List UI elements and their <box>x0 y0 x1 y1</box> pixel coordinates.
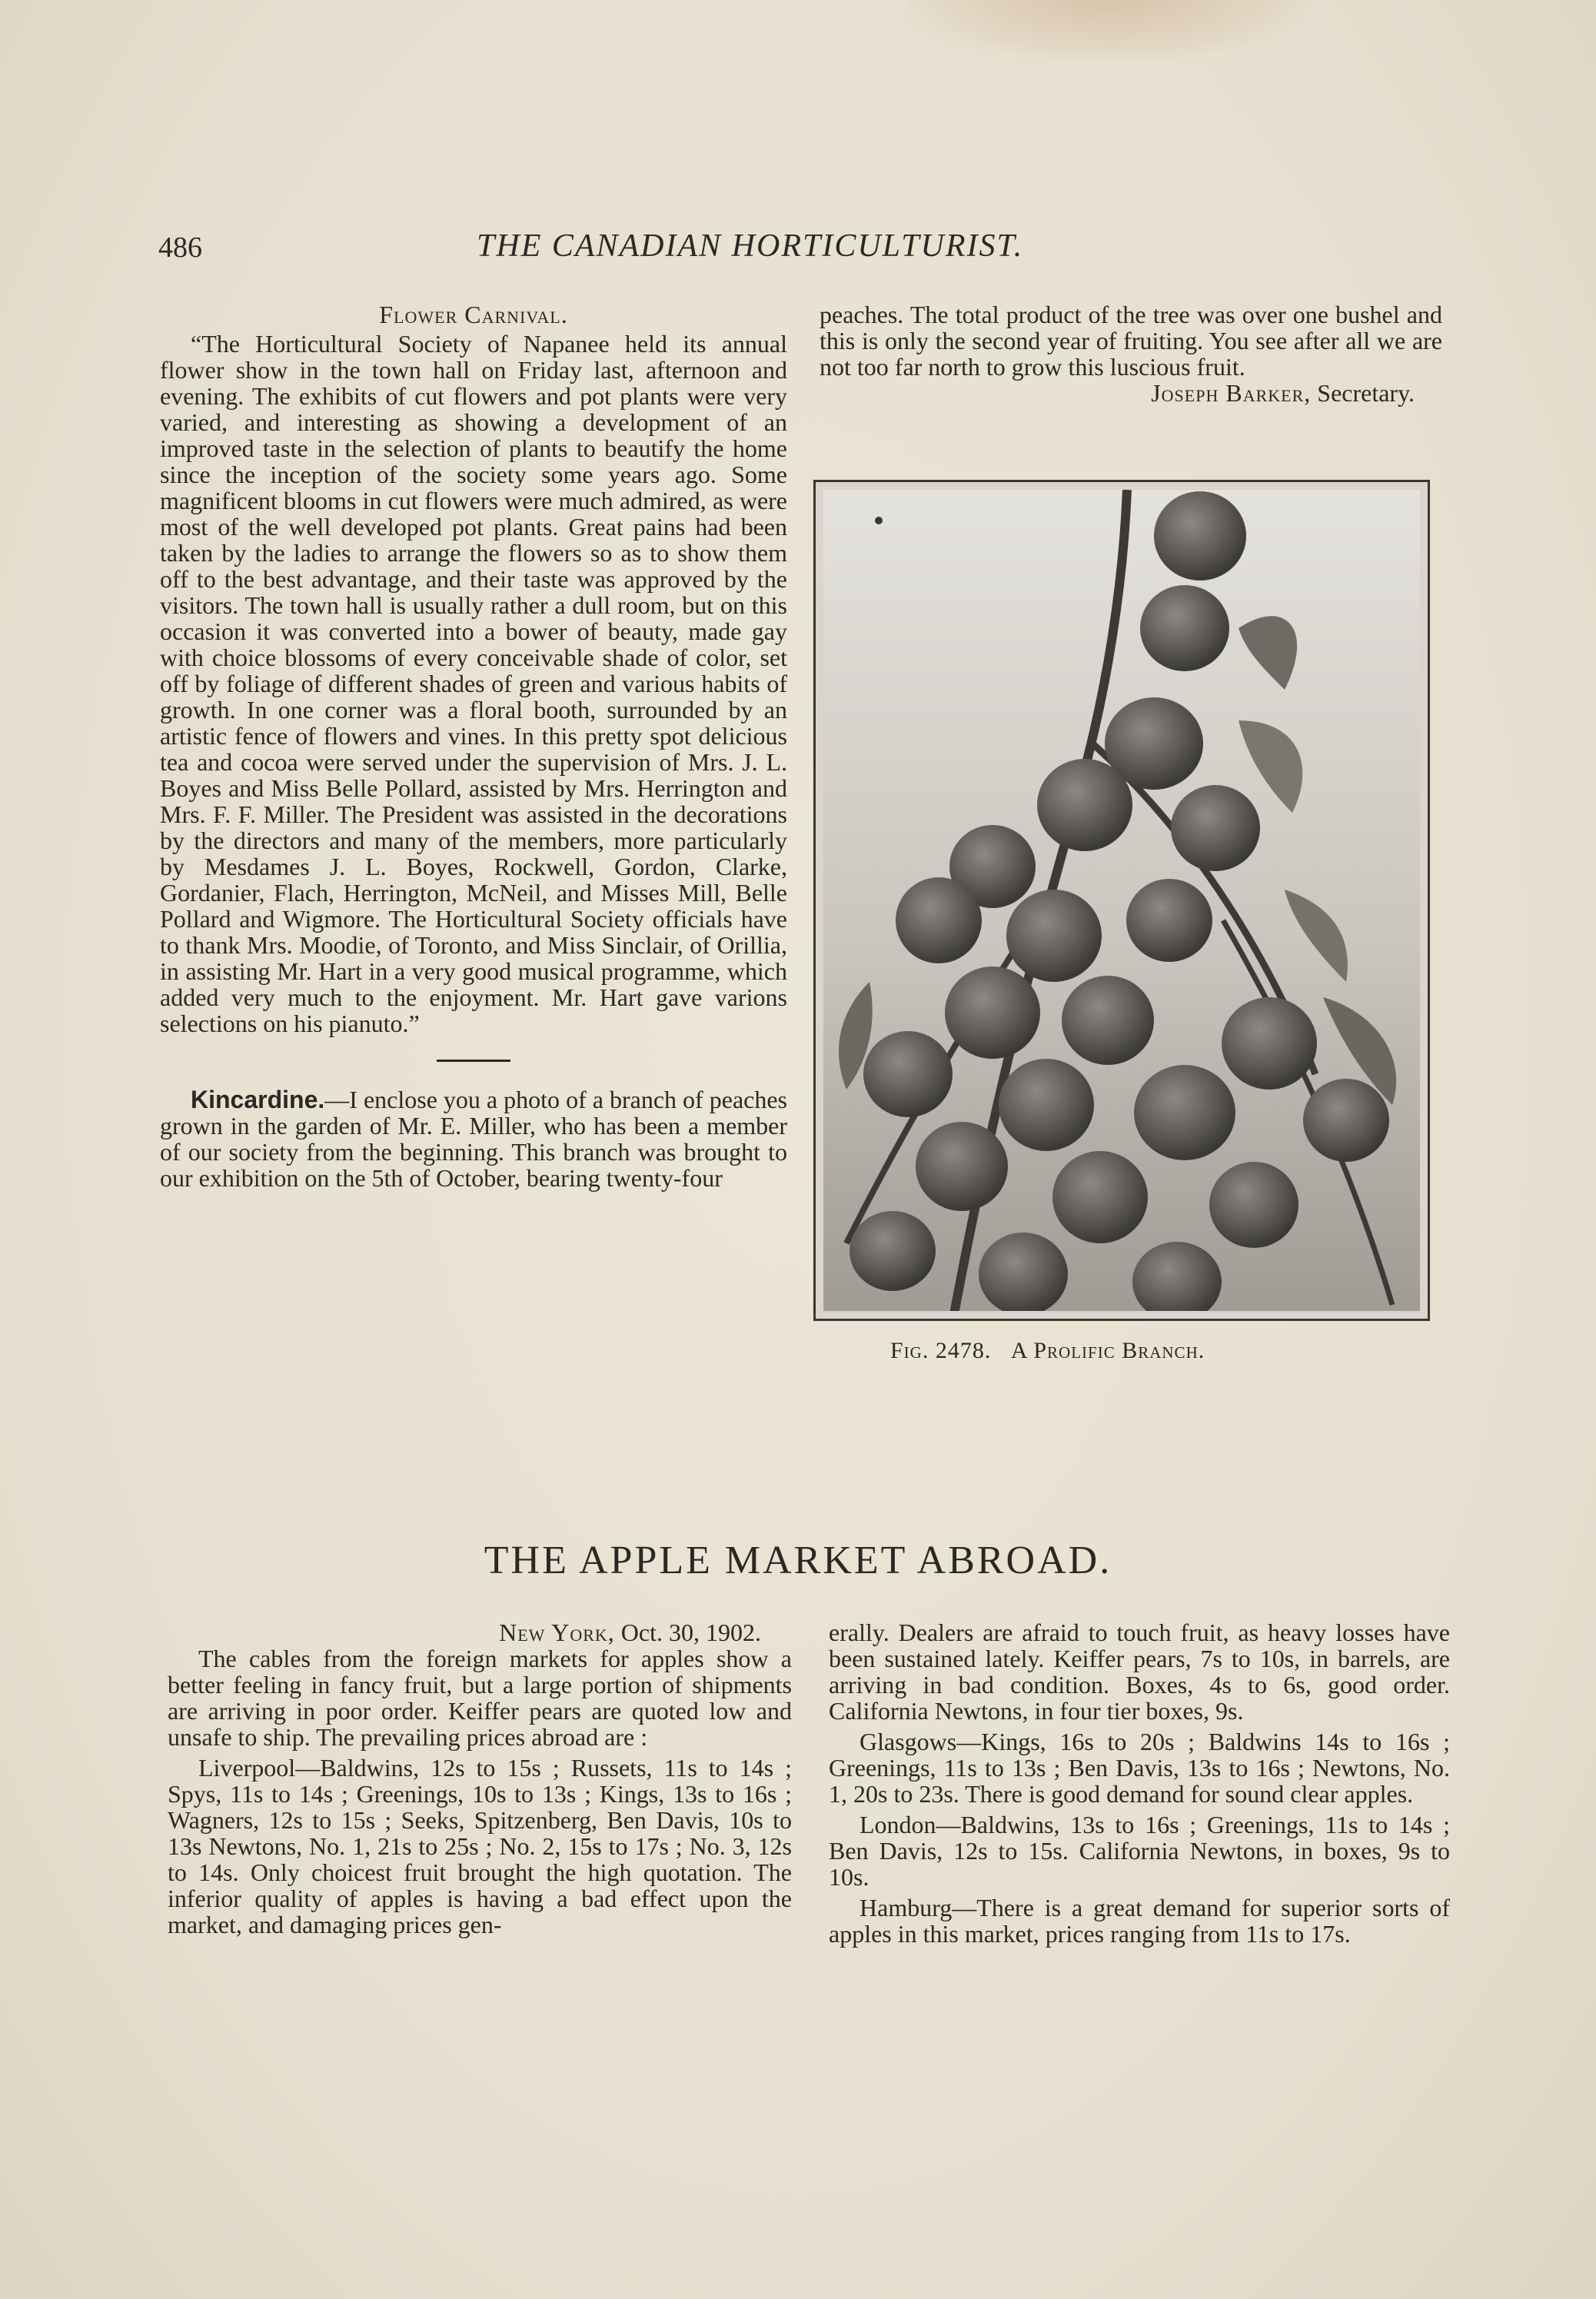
dateline-place: New York, <box>499 1619 615 1646</box>
water-stain <box>907 0 1307 62</box>
apple-market-title: THE APPLE MARKET ABROAD. <box>484 1539 1112 1582</box>
dateline <box>168 1619 792 1645</box>
signature <box>820 380 1442 406</box>
dealers-paragraph: erally. Dealers are afraid to touch fruit, as heavy losses have been sustained lately. Keiffer pears, 7s to 10s, in barrels, are arriving in bad condition. Boxes, 4s to 6s, good order. California Newtons, in four tier boxes, 9s. <box>829 1619 1450 1725</box>
running-head: THE CANADIAN HORTICULTURIST. <box>477 228 1024 264</box>
figure-title: A Prolific Branch. <box>1010 1338 1205 1363</box>
hamburg-prices: Hamburg—There is a great demand for superior sorts of apples in this market, prices ranging from 11s to 17s. <box>829 1894 1450 1948</box>
apple-market-intro: The cables from the foreign markets for apples show a better feeling in fancy fruit, but a large portion of shipments are arriving in poor order. Keiffer pears are quoted low and unsafe to ship. The prevailing prices abroad are : <box>168 1645 792 1751</box>
liverpool-prices: Liverpool—Baldwins, 12s to 15s ; Russets, 11s to 14s ; Spys, 11s to 14s ; Greenings, 10s to 13s ; Kings, 13s to 16s ; Wagners, 12s to 15s ; Seeks, Spitzenberg, Ben Davis, 10s to 13s Newtons, No. 1, 21s to 25s ; No. 2, 15s to 17s ; No. 3, 12s to 14s. Only choicest fruit brought the high quotation. The inferior quality of apples is having a bad effect upon the market, and damaging prices gen- <box>168 1754 792 1938</box>
apple-market-right-column <box>829 1619 1450 1947</box>
flower-carnival-text: “The Horticultural Society of Napanee held its annual flower show in the town hall on Friday last, afternoon and evening. The exhibits of cut flowers and pot plants were very varied, and interesting as showing a development of an improved taste in the selection of plants to beautify the home since the inception of the society some years ago. Some magnificent blooms in cut flowers were much admired, as were most of the well developed pot plants. Great pains had been taken by the ladies to arrange the flowers so as to show them off to the best advantage, and their taste was approved by the visitors. The town hall is usually rather a dull room, but on this occasion it was converted into a bower of beauty, made gay with choice blossoms of every conceivable shade of color, set off by foliage of different shades of green and various habits of growth. In one corner was a floral booth, surrounded by an artistic fence of flowers and vines. In this pretty spot delicious tea and cocoa were served under the supervision of Mrs. J. L. Boyes and Miss Belle Pollard, assisted by Mrs. Herrington and Mrs. F. F. Miller. The President was assisted in the decorations by the directors and many of the members, more particularly by Mesdames J. L. Boyes, Rockwell, Gordon, Clarke, Gordanier, Flach, Herrington, McNeil, and Misses Mill, Belle Pollard and Wigmore. The Horticultural Society officials have to thank Mrs. Moodie, of Toronto, and Miss Sinclair, of Orillia, in assisting Mr. Hart in a very good musical programme, which added very much to the enjoyment. Mr. Hart gave varions selections on his pianuto.” <box>160 330 787 1037</box>
photo-image <box>823 490 1420 1311</box>
flower-carnival-heading: Flower Carnival. <box>379 301 568 328</box>
figure-number: Fig. 2478. <box>890 1338 992 1363</box>
peach-branch-illustration <box>823 490 1420 1311</box>
right-column-top <box>820 301 1442 406</box>
barker-letter-text: peaches. The total product of the tree was over one bushel and this is only the second year of fruiting. You see after all we are not too far north to grow this luscious fruit. <box>820 301 1442 381</box>
signature-title: Secretary. <box>1311 379 1415 407</box>
apple-market-left-column <box>168 1619 792 1938</box>
left-column <box>160 301 787 1191</box>
page-number: 486 <box>158 231 202 264</box>
dateline-date: Oct. 30, 1902. <box>614 1619 761 1646</box>
peach-branch-photo <box>813 480 1430 1321</box>
kincardine-lead: Kincardine. <box>191 1086 325 1113</box>
signature-name: Joseph Barker, <box>1151 379 1312 407</box>
divider-rule <box>437 1060 510 1062</box>
kincardine-paragraph <box>160 1086 787 1191</box>
figure-caption <box>890 1338 1205 1364</box>
glasgow-prices: Glasgows—Kings, 16s to 20s ; Baldwins 14s to 16s ; Greenings, 11s to 13s ; Ben Davis, 13s to 16s ; Newtons, No. 1, 20s to 23s. There is good demand for sound clear apples. <box>829 1728 1450 1808</box>
london-prices: London—Baldwins, 13s to 16s ; Greenings, 11s to 14s ; Ben Davis, 12s to 15s. California Newtons, in boxes, 9s to 10s. <box>829 1811 1450 1891</box>
kincardine-text: —I enclose you a photo of a branch of peaches grown in the garden of Mr. E. Miller, who has been a member of our society from the beginning. This branch was brought to our exhibition on the 5th of October, bearing twenty-four <box>160 1086 787 1192</box>
